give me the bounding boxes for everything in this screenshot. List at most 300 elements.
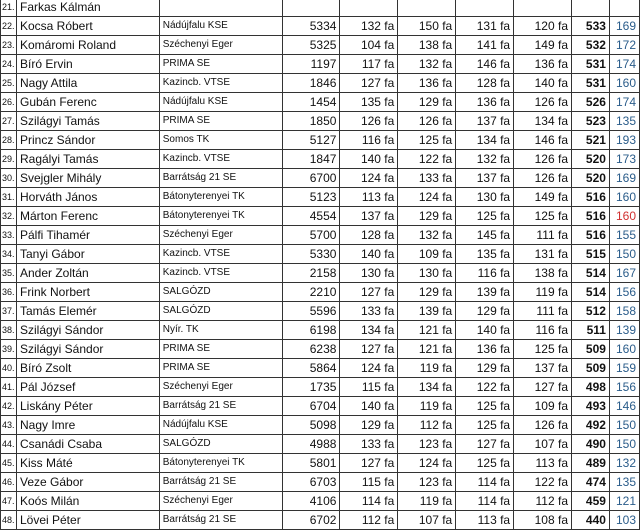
round4-cell: 122 fa bbox=[514, 473, 572, 492]
table-row bbox=[1, 93, 640, 112]
license-cell: 6703 bbox=[282, 473, 340, 492]
rank-cell: 48. bbox=[1, 511, 17, 530]
table-row bbox=[1, 416, 640, 435]
rank-cell: 22. bbox=[1, 17, 17, 36]
round2-cell: 150 fa bbox=[398, 17, 456, 36]
last-round-cell: 146 bbox=[609, 397, 639, 416]
round1-cell: 127 fa bbox=[340, 454, 398, 473]
round3-cell: 134 fa bbox=[456, 131, 514, 150]
name-cell: Márton Ferenc bbox=[16, 207, 159, 226]
rank-cell: 34. bbox=[1, 245, 17, 264]
round4-cell: 126 fa bbox=[514, 169, 572, 188]
license-cell: 2158 bbox=[282, 264, 340, 283]
round4-cell: 149 fa bbox=[514, 188, 572, 207]
round3-cell: 129 fa bbox=[456, 359, 514, 378]
round3-cell: 131 fa bbox=[456, 17, 514, 36]
table-row bbox=[1, 340, 640, 359]
last-round-cell: 173 bbox=[609, 150, 639, 169]
round4-cell: 149 fa bbox=[514, 36, 572, 55]
round4-cell: 126 fa bbox=[514, 416, 572, 435]
round3-cell: 128 fa bbox=[456, 74, 514, 93]
round4-cell: 126 fa bbox=[514, 150, 572, 169]
round1-cell: 124 fa bbox=[340, 169, 398, 188]
round1-cell: 112 fa bbox=[340, 511, 398, 530]
round3-cell: 137 fa bbox=[456, 169, 514, 188]
round3-cell: 125 fa bbox=[456, 397, 514, 416]
round2-cell: 132 fa bbox=[398, 226, 456, 245]
name-cell: Szilágyi Sándor bbox=[16, 340, 159, 359]
last-round-cell: 156 bbox=[609, 378, 639, 397]
club-cell: Barrátság 21 SE bbox=[159, 511, 282, 530]
name-cell: Liskány Péter bbox=[16, 397, 159, 416]
club-cell: SALGÓZD bbox=[159, 435, 282, 454]
round2-cell: 129 fa bbox=[398, 93, 456, 112]
round4-cell: 126 fa bbox=[514, 93, 572, 112]
round4-cell: 146 fa bbox=[514, 131, 572, 150]
results-body bbox=[1, 0, 640, 530]
rank-cell: 36. bbox=[1, 283, 17, 302]
table-row bbox=[1, 492, 640, 511]
name-cell: Pálfi Tihamér bbox=[16, 226, 159, 245]
club-cell: Bátonyterenyei TK bbox=[159, 188, 282, 207]
rank-cell: 43. bbox=[1, 416, 17, 435]
table-row bbox=[1, 435, 640, 454]
club-cell: Bátonyterenyei TK bbox=[159, 454, 282, 473]
license-cell: 6700 bbox=[282, 169, 340, 188]
round4-cell: 131 fa bbox=[514, 245, 572, 264]
table-row bbox=[1, 207, 640, 226]
total-cell: 498 bbox=[572, 378, 610, 397]
round2-cell: 109 fa bbox=[398, 245, 456, 264]
club-cell: PRIMA SE bbox=[159, 359, 282, 378]
round4-cell: 137 fa bbox=[514, 359, 572, 378]
total-cell: 509 bbox=[572, 340, 610, 359]
rank-cell: 29. bbox=[1, 150, 17, 169]
license-cell: 5864 bbox=[282, 359, 340, 378]
name-cell: Ander Zoltán bbox=[16, 264, 159, 283]
rank-cell: 30. bbox=[1, 169, 17, 188]
club-cell bbox=[159, 0, 282, 17]
last-round-cell: 169 bbox=[609, 169, 639, 188]
round4-cell: 108 fa bbox=[514, 511, 572, 530]
round3-cell: 145 fa bbox=[456, 226, 514, 245]
round1-cell: 124 fa bbox=[340, 359, 398, 378]
round2-cell: 122 fa bbox=[398, 150, 456, 169]
round2-cell bbox=[398, 0, 456, 17]
rank-cell: 46. bbox=[1, 473, 17, 492]
round4-cell: 111 fa bbox=[514, 302, 572, 321]
table-row bbox=[1, 150, 640, 169]
round2-cell: 112 fa bbox=[398, 416, 456, 435]
rank-cell: 35. bbox=[1, 264, 17, 283]
rank-cell: 37. bbox=[1, 302, 17, 321]
round4-cell: 125 fa bbox=[514, 340, 572, 359]
round3-cell: 114 fa bbox=[456, 492, 514, 511]
round4-cell: 125 fa bbox=[514, 207, 572, 226]
license-cell: 4106 bbox=[282, 492, 340, 511]
round1-cell: 129 fa bbox=[340, 416, 398, 435]
license-cell: 2210 bbox=[282, 283, 340, 302]
license-cell: 6198 bbox=[282, 321, 340, 340]
license-cell: 6702 bbox=[282, 511, 340, 530]
round2-cell: 121 fa bbox=[398, 340, 456, 359]
round3-cell: 125 fa bbox=[456, 416, 514, 435]
round2-cell: 136 fa bbox=[398, 74, 456, 93]
round2-cell: 124 fa bbox=[398, 454, 456, 473]
round1-cell: 115 fa bbox=[340, 378, 398, 397]
table-row bbox=[1, 321, 640, 340]
last-round-cell: 139 bbox=[609, 321, 639, 340]
round1-cell: 140 fa bbox=[340, 397, 398, 416]
name-cell: Nagy Imre bbox=[16, 416, 159, 435]
club-cell: Kazincb. VTSE bbox=[159, 150, 282, 169]
club-cell: Barrátság 21 SE bbox=[159, 473, 282, 492]
round2-cell: 124 fa bbox=[398, 188, 456, 207]
club-cell: Nyír. TK bbox=[159, 321, 282, 340]
name-cell: Bíró Ervin bbox=[16, 55, 159, 74]
name-cell: Princz Sándor bbox=[16, 131, 159, 150]
total-cell: 489 bbox=[572, 454, 610, 473]
club-cell: Széchenyi Eger bbox=[159, 378, 282, 397]
round3-cell: 140 fa bbox=[456, 321, 514, 340]
name-cell: Tamás Elemér bbox=[16, 302, 159, 321]
club-cell: SALGÓZD bbox=[159, 302, 282, 321]
table-row bbox=[1, 511, 640, 530]
license-cell: 1197 bbox=[282, 55, 340, 74]
last-round-cell: 121 bbox=[609, 492, 639, 511]
round3-cell: 125 fa bbox=[456, 207, 514, 226]
table-row bbox=[1, 169, 640, 188]
rank-cell: 25. bbox=[1, 74, 17, 93]
round1-cell: 128 fa bbox=[340, 226, 398, 245]
last-round-cell: 150 bbox=[609, 416, 639, 435]
total-cell: 520 bbox=[572, 150, 610, 169]
round2-cell: 126 fa bbox=[398, 112, 456, 131]
club-cell: SALGÓZD bbox=[159, 283, 282, 302]
round4-cell: 138 fa bbox=[514, 264, 572, 283]
rank-cell: 26. bbox=[1, 93, 17, 112]
club-cell: Kazincb. VTSE bbox=[159, 245, 282, 264]
license-cell: 1847 bbox=[282, 150, 340, 169]
table-row bbox=[1, 188, 640, 207]
name-cell: Nagy Attila bbox=[16, 74, 159, 93]
round3-cell: 139 fa bbox=[456, 283, 514, 302]
round4-cell: 112 fa bbox=[514, 492, 572, 511]
total-cell: 493 bbox=[572, 397, 610, 416]
total-cell: 520 bbox=[572, 169, 610, 188]
round1-cell: 127 fa bbox=[340, 340, 398, 359]
license-cell: 5801 bbox=[282, 454, 340, 473]
round3-cell: 146 fa bbox=[456, 55, 514, 74]
license-cell: 5330 bbox=[282, 245, 340, 264]
club-cell: Nádújfalu KSE bbox=[159, 416, 282, 435]
table-row bbox=[1, 454, 640, 473]
round2-cell: 119 fa bbox=[398, 492, 456, 511]
round1-cell: 127 fa bbox=[340, 283, 398, 302]
last-round-cell: 160 bbox=[609, 340, 639, 359]
round3-cell: 116 fa bbox=[456, 264, 514, 283]
license-cell: 4554 bbox=[282, 207, 340, 226]
license-cell bbox=[282, 0, 340, 17]
license-cell: 4988 bbox=[282, 435, 340, 454]
last-round-cell: 150 bbox=[609, 245, 639, 264]
total-cell: 492 bbox=[572, 416, 610, 435]
rank-cell: 23. bbox=[1, 36, 17, 55]
license-cell: 1850 bbox=[282, 112, 340, 131]
total-cell: 515 bbox=[572, 245, 610, 264]
last-round-cell: 169 bbox=[609, 17, 639, 36]
name-cell: Frink Norbert bbox=[16, 283, 159, 302]
name-cell: Svejgler Mihály bbox=[16, 169, 159, 188]
round2-cell: 125 fa bbox=[398, 131, 456, 150]
total-cell: 526 bbox=[572, 93, 610, 112]
last-round-cell: 150 bbox=[609, 435, 639, 454]
table-row bbox=[1, 112, 640, 131]
table-row bbox=[1, 36, 640, 55]
table-row bbox=[1, 378, 640, 397]
total-cell: 474 bbox=[572, 473, 610, 492]
name-cell: Gubán Ferenc bbox=[16, 93, 159, 112]
round2-cell: 119 fa bbox=[398, 397, 456, 416]
license-cell: 6238 bbox=[282, 340, 340, 359]
table-row bbox=[1, 226, 640, 245]
round3-cell: 141 fa bbox=[456, 36, 514, 55]
round2-cell: 134 fa bbox=[398, 378, 456, 397]
total-cell: 523 bbox=[572, 112, 610, 131]
round1-cell: 116 fa bbox=[340, 131, 398, 150]
club-cell: Nádújfalu KSE bbox=[159, 93, 282, 112]
club-cell: Barrátság 21 SE bbox=[159, 169, 282, 188]
round1-cell: 134 fa bbox=[340, 321, 398, 340]
rank-cell: 39. bbox=[1, 340, 17, 359]
round4-cell bbox=[514, 0, 572, 17]
club-cell: PRIMA SE bbox=[159, 112, 282, 131]
name-cell: Bíró Zsolt bbox=[16, 359, 159, 378]
table-row bbox=[1, 264, 640, 283]
club-cell: Bátonyterenyei TK bbox=[159, 207, 282, 226]
last-round-cell: 160 bbox=[609, 207, 639, 226]
license-cell: 5325 bbox=[282, 36, 340, 55]
license-cell: 1735 bbox=[282, 378, 340, 397]
name-cell: Komáromi Roland bbox=[16, 36, 159, 55]
total-cell: 440 bbox=[572, 511, 610, 530]
round3-cell: 125 fa bbox=[456, 454, 514, 473]
round4-cell: 120 fa bbox=[514, 17, 572, 36]
rank-cell: 44. bbox=[1, 435, 17, 454]
table-row bbox=[1, 283, 640, 302]
club-cell: PRIMA SE bbox=[159, 55, 282, 74]
total-cell: 490 bbox=[572, 435, 610, 454]
name-cell: Szilágyi Sándor bbox=[16, 321, 159, 340]
rank-cell: 47. bbox=[1, 492, 17, 511]
round1-cell: 130 fa bbox=[340, 264, 398, 283]
round2-cell: 129 fa bbox=[398, 207, 456, 226]
last-round-cell: 174 bbox=[609, 93, 639, 112]
round2-cell: 121 fa bbox=[398, 321, 456, 340]
table-row bbox=[1, 359, 640, 378]
club-cell: Kazincb. VTSE bbox=[159, 74, 282, 93]
name-cell: Koós Milán bbox=[16, 492, 159, 511]
table-row bbox=[1, 0, 640, 17]
license-cell: 5098 bbox=[282, 416, 340, 435]
last-round-cell: 156 bbox=[609, 283, 639, 302]
total-cell: 521 bbox=[572, 131, 610, 150]
rank-cell: 21. bbox=[1, 0, 17, 17]
rank-cell: 42. bbox=[1, 397, 17, 416]
total-cell: 459 bbox=[572, 492, 610, 511]
round2-cell: 129 fa bbox=[398, 283, 456, 302]
total-cell: 516 bbox=[572, 207, 610, 226]
last-round-cell: 174 bbox=[609, 55, 639, 74]
round3-cell: 130 fa bbox=[456, 188, 514, 207]
total-cell: 514 bbox=[572, 283, 610, 302]
round1-cell: 126 fa bbox=[340, 112, 398, 131]
round2-cell: 138 fa bbox=[398, 36, 456, 55]
rank-cell: 28. bbox=[1, 131, 17, 150]
round1-cell: 114 fa bbox=[340, 492, 398, 511]
round4-cell: 107 fa bbox=[514, 435, 572, 454]
name-cell: Tanyi Gábor bbox=[16, 245, 159, 264]
table-row bbox=[1, 17, 640, 36]
last-round-cell: 103 bbox=[609, 511, 639, 530]
round4-cell: 136 fa bbox=[514, 55, 572, 74]
last-round-cell: 193 bbox=[609, 131, 639, 150]
license-cell: 5596 bbox=[282, 302, 340, 321]
last-round-cell: 155 bbox=[609, 226, 639, 245]
club-cell: PRIMA SE bbox=[159, 340, 282, 359]
round3-cell: 122 fa bbox=[456, 378, 514, 397]
table-row bbox=[1, 473, 640, 492]
round1-cell: 127 fa bbox=[340, 74, 398, 93]
round3-cell: 135 fa bbox=[456, 245, 514, 264]
total-cell: 516 bbox=[572, 226, 610, 245]
round1-cell: 104 fa bbox=[340, 36, 398, 55]
total-cell bbox=[572, 0, 610, 17]
rank-cell: 33. bbox=[1, 226, 17, 245]
rank-cell: 41. bbox=[1, 378, 17, 397]
total-cell: 531 bbox=[572, 55, 610, 74]
round1-cell: 140 fa bbox=[340, 150, 398, 169]
total-cell: 516 bbox=[572, 188, 610, 207]
round4-cell: 119 fa bbox=[514, 283, 572, 302]
last-round-cell: 135 bbox=[609, 473, 639, 492]
round4-cell: 116 fa bbox=[514, 321, 572, 340]
rank-cell: 38. bbox=[1, 321, 17, 340]
round2-cell: 123 fa bbox=[398, 435, 456, 454]
name-cell: Farkas Kálmán bbox=[16, 0, 159, 17]
last-round-cell: 167 bbox=[609, 264, 639, 283]
last-round-cell: 159 bbox=[609, 359, 639, 378]
last-round-cell: 132 bbox=[609, 454, 639, 473]
name-cell: Szilágyi Tamás bbox=[16, 112, 159, 131]
round1-cell: 115 fa bbox=[340, 473, 398, 492]
round4-cell: 113 fa bbox=[514, 454, 572, 473]
club-cell: Széchenyi Eger bbox=[159, 226, 282, 245]
round2-cell: 107 fa bbox=[398, 511, 456, 530]
table-row bbox=[1, 245, 640, 264]
round1-cell: 135 fa bbox=[340, 93, 398, 112]
license-cell: 6704 bbox=[282, 397, 340, 416]
round2-cell: 139 fa bbox=[398, 302, 456, 321]
round1-cell: 117 fa bbox=[340, 55, 398, 74]
name-cell: Lövei Péter bbox=[16, 511, 159, 530]
last-round-cell: 135 bbox=[609, 112, 639, 131]
round1-cell: 132 fa bbox=[340, 17, 398, 36]
round1-cell: 133 fa bbox=[340, 302, 398, 321]
club-cell: Barrátság 21 SE bbox=[159, 397, 282, 416]
round3-cell: 132 fa bbox=[456, 150, 514, 169]
club-cell: Somos TK bbox=[159, 131, 282, 150]
license-cell: 1846 bbox=[282, 74, 340, 93]
round4-cell: 140 fa bbox=[514, 74, 572, 93]
round2-cell: 133 fa bbox=[398, 169, 456, 188]
round2-cell: 130 fa bbox=[398, 264, 456, 283]
rank-cell: 24. bbox=[1, 55, 17, 74]
last-round-cell bbox=[609, 0, 639, 17]
round3-cell: 129 fa bbox=[456, 302, 514, 321]
round3-cell: 113 fa bbox=[456, 511, 514, 530]
total-cell: 514 bbox=[572, 264, 610, 283]
license-cell: 5334 bbox=[282, 17, 340, 36]
total-cell: 532 bbox=[572, 36, 610, 55]
club-cell: Nádújfalu KSE bbox=[159, 17, 282, 36]
rank-cell: 27. bbox=[1, 112, 17, 131]
table-row bbox=[1, 131, 640, 150]
last-round-cell: 158 bbox=[609, 302, 639, 321]
round1-cell: 133 fa bbox=[340, 435, 398, 454]
name-cell: Pál József bbox=[16, 378, 159, 397]
club-cell: Kazincb. VTSE bbox=[159, 264, 282, 283]
table-row bbox=[1, 55, 640, 74]
total-cell: 531 bbox=[572, 74, 610, 93]
round1-cell: 113 fa bbox=[340, 188, 398, 207]
rank-cell: 32. bbox=[1, 207, 17, 226]
round4-cell: 109 fa bbox=[514, 397, 572, 416]
club-cell: Széchenyi Eger bbox=[159, 492, 282, 511]
last-round-cell: 160 bbox=[609, 74, 639, 93]
last-round-cell: 160 bbox=[609, 188, 639, 207]
club-cell: Széchenyi Eger bbox=[159, 36, 282, 55]
total-cell: 533 bbox=[572, 17, 610, 36]
round4-cell: 111 fa bbox=[514, 226, 572, 245]
rank-cell: 40. bbox=[1, 359, 17, 378]
round1-cell bbox=[340, 0, 398, 17]
round1-cell: 137 fa bbox=[340, 207, 398, 226]
license-cell: 5700 bbox=[282, 226, 340, 245]
round4-cell: 134 fa bbox=[514, 112, 572, 131]
round2-cell: 132 fa bbox=[398, 55, 456, 74]
table-row bbox=[1, 302, 640, 321]
total-cell: 512 bbox=[572, 302, 610, 321]
name-cell: Csanádi Csaba bbox=[16, 435, 159, 454]
rank-cell: 45. bbox=[1, 454, 17, 473]
name-cell: Veze Gábor bbox=[16, 473, 159, 492]
round3-cell: 137 fa bbox=[456, 112, 514, 131]
round3-cell: 136 fa bbox=[456, 340, 514, 359]
last-round-cell: 172 bbox=[609, 36, 639, 55]
name-cell: Kocsa Róbert bbox=[16, 17, 159, 36]
round2-cell: 119 fa bbox=[398, 359, 456, 378]
rank-cell: 31. bbox=[1, 188, 17, 207]
license-cell: 5127 bbox=[282, 131, 340, 150]
round3-cell bbox=[456, 0, 514, 17]
license-cell: 1454 bbox=[282, 93, 340, 112]
name-cell: Horváth János bbox=[16, 188, 159, 207]
table-row bbox=[1, 74, 640, 93]
license-cell: 5123 bbox=[282, 188, 340, 207]
round1-cell: 140 fa bbox=[340, 245, 398, 264]
round3-cell: 127 fa bbox=[456, 435, 514, 454]
